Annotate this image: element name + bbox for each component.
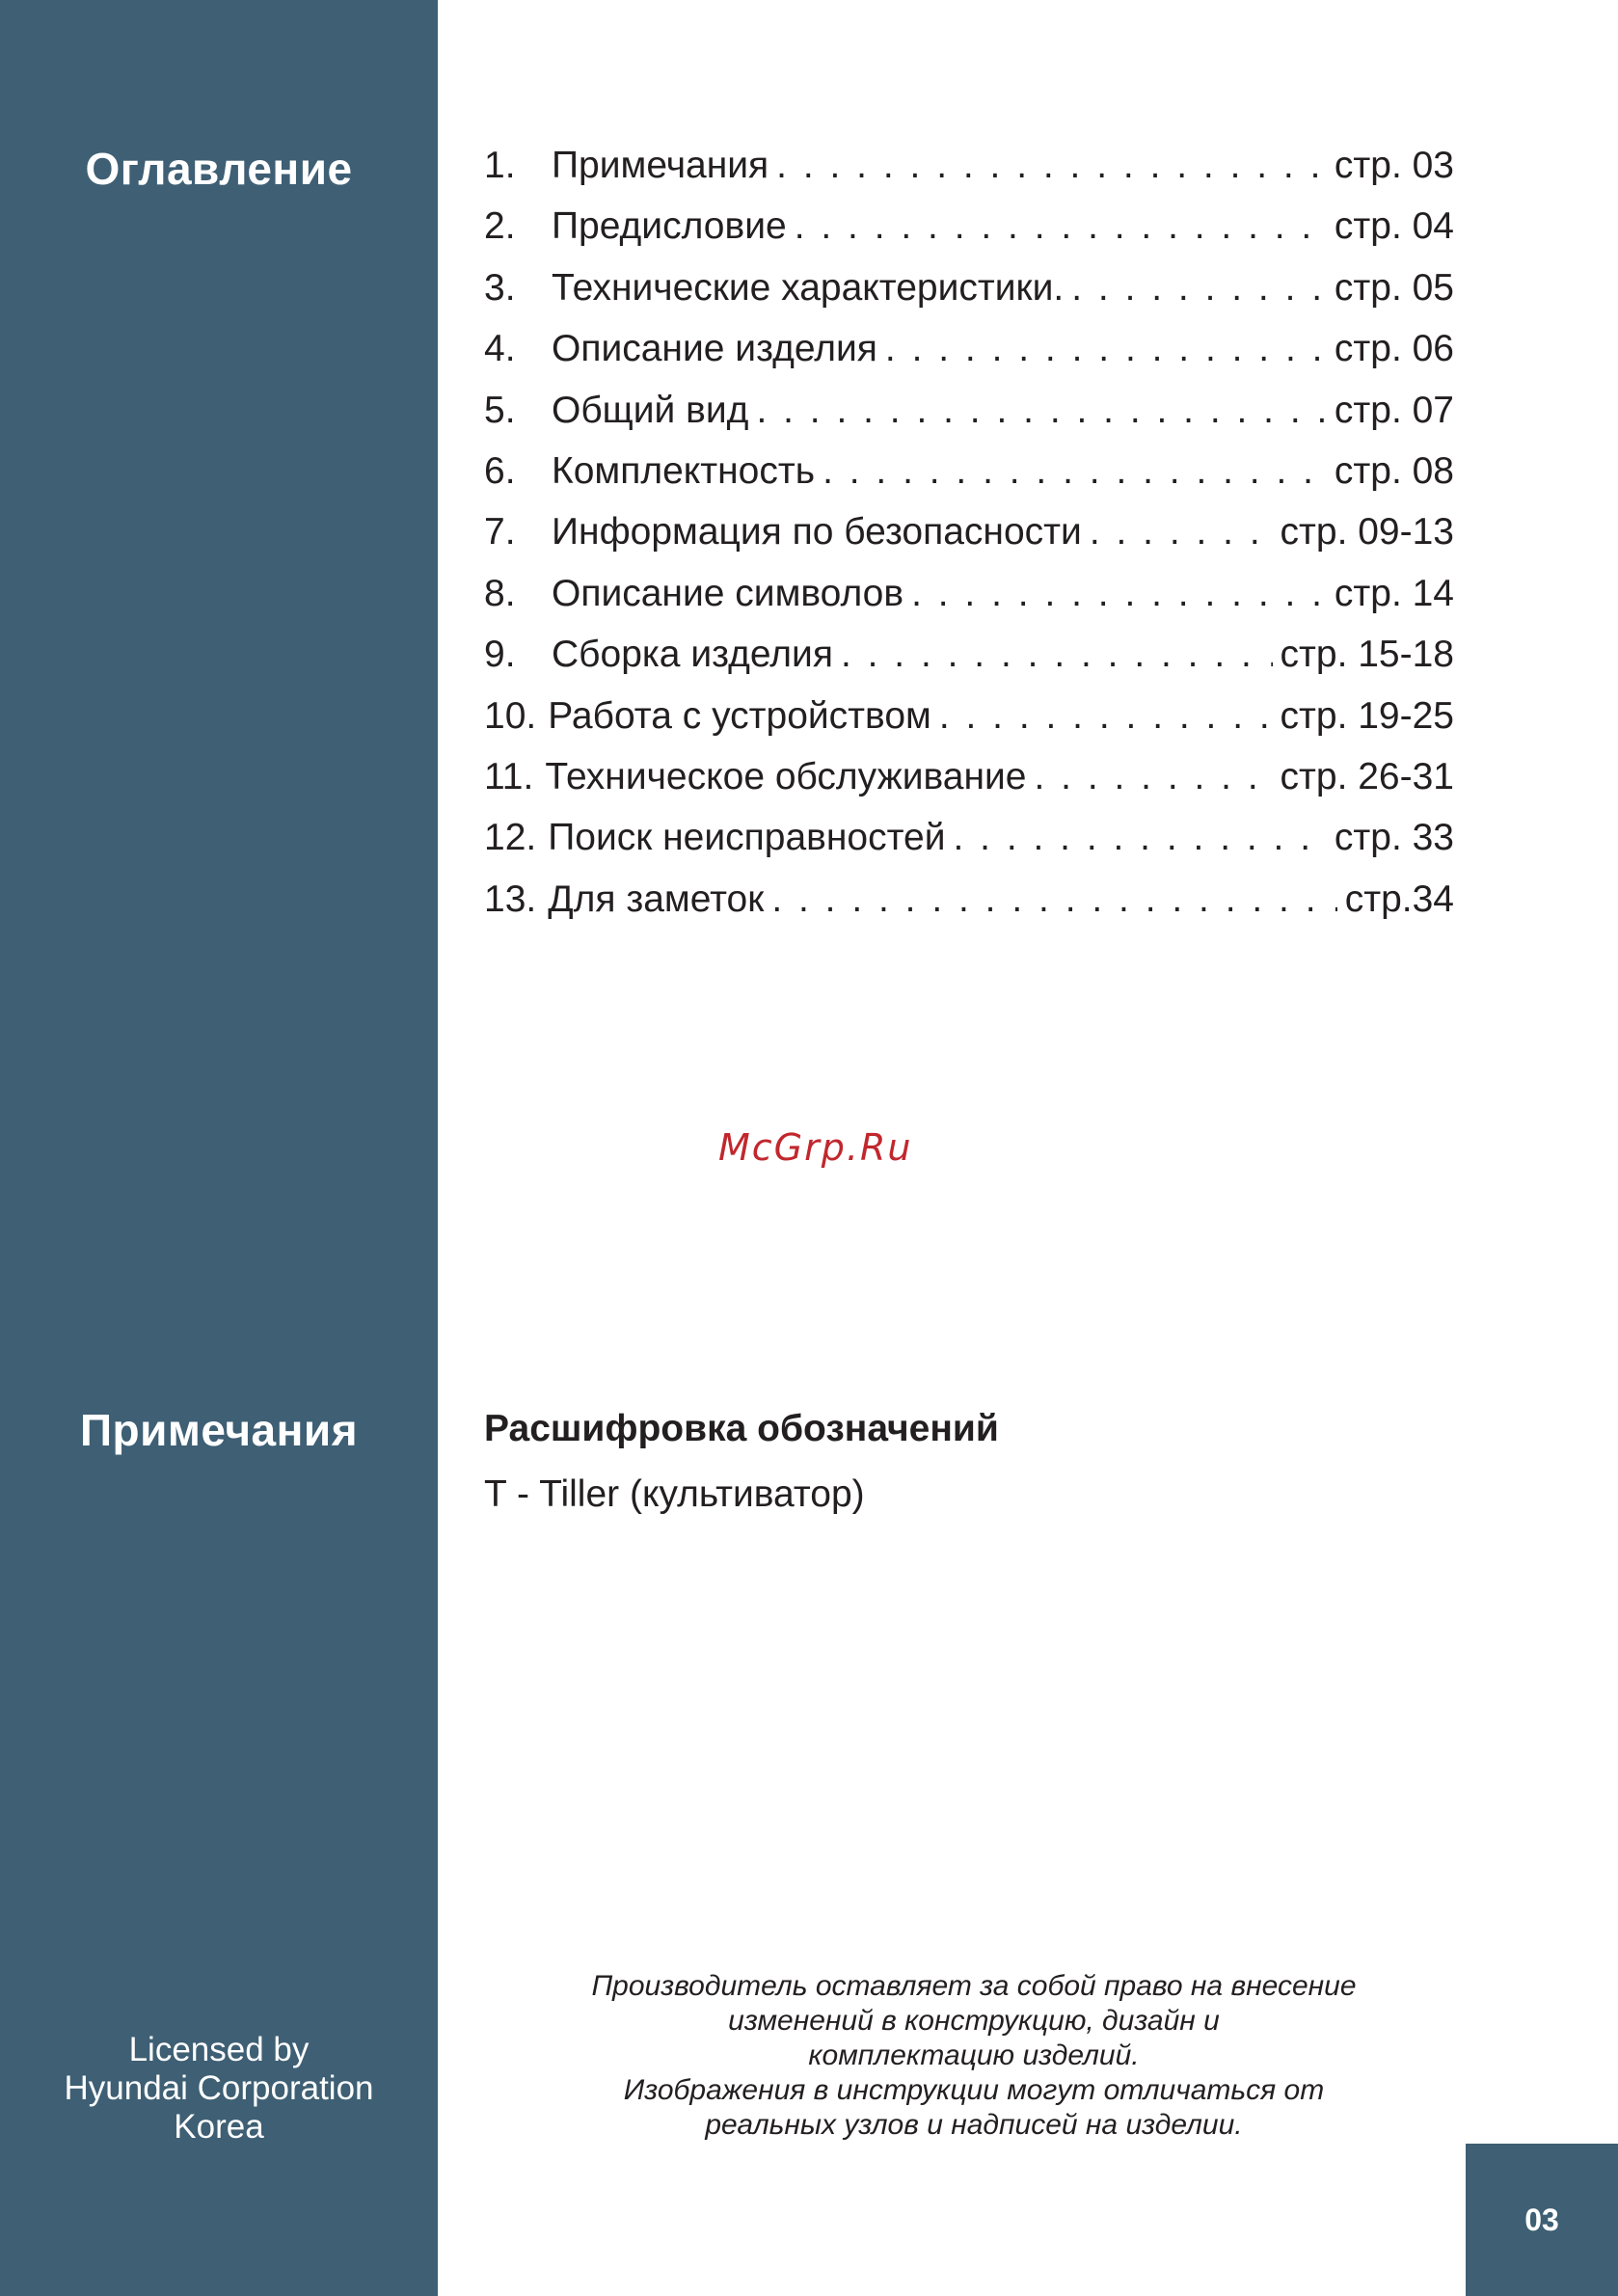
disclaimer-line: изменений в конструкцию, дизайн и — [728, 2005, 1220, 2037]
toc-item-number: 9. — [484, 634, 516, 676]
license-line: Korea — [174, 2108, 264, 2146]
notes-section-title: Расшифровка обозначений — [484, 1408, 999, 1449]
toc-item-number: 5. — [484, 389, 516, 431]
toc-item-title: Комплектность — [552, 449, 816, 492]
toc-item-title: Общий вид — [552, 389, 749, 431]
disclaimer-line: реальных узлов и надписей на изделии. — [705, 2109, 1243, 2141]
page-number-box — [1466, 2144, 1618, 2296]
notes-heading: Примечания — [79, 1405, 359, 1455]
toc-item-number: 12. — [484, 817, 537, 859]
toc-item-number: 1. — [484, 145, 516, 186]
toc-item-number: 7. — [484, 511, 516, 554]
toc-item-title: Поиск неисправностей — [548, 817, 946, 859]
toc-item-title: Техническое обслуживание — [545, 755, 1027, 797]
toc-item-number: 10. — [484, 694, 537, 737]
toc-item — [484, 145, 1454, 205]
page-number: 03 — [1524, 2201, 1559, 2237]
disclaimer-line: комплектацию изделий. — [808, 2039, 1140, 2071]
toc-leader-dots — [1071, 267, 1327, 310]
toc-item-title: Описание символов — [552, 572, 904, 614]
toc-item — [484, 817, 1454, 878]
toc-leader-dots — [756, 390, 1326, 432]
toc-item — [484, 756, 1454, 817]
toc-item-page: стр. 04 — [1334, 205, 1454, 248]
disclaimer — [521, 1969, 1427, 2143]
toc-item-page: стр. 03 — [1334, 145, 1454, 186]
toc-item-page: стр. 15-18 — [1280, 634, 1454, 676]
toc-leader-dots — [953, 817, 1326, 859]
toc-item — [484, 573, 1454, 634]
toc-item-title: Описание изделия — [552, 328, 877, 370]
license-text — [0, 2031, 438, 2147]
license-line: Licensed by — [128, 2031, 310, 2068]
toc-item-page: стр. 07 — [1334, 389, 1454, 431]
toc-leader-dots — [1090, 511, 1273, 554]
toc-item-page: стр. 19-25 — [1280, 694, 1454, 737]
toc-leader-dots — [911, 573, 1327, 615]
toc-item-number: 8. — [484, 572, 516, 614]
toc-item — [484, 267, 1454, 328]
toc-item-page: стр. 09-13 — [1280, 511, 1454, 554]
toc-item-page: стр. 33 — [1334, 817, 1454, 859]
toc-item — [484, 634, 1454, 694]
toc-item-number: 13. — [484, 878, 537, 920]
disclaimer-line: Производитель оставляет за собой право на внесение — [591, 1970, 1357, 2002]
toc-item-title: Предисловие — [552, 205, 787, 248]
toc-item-number: 2. — [484, 205, 516, 248]
toc-item-number: 6. — [484, 449, 516, 492]
toc-item-number: 11. — [484, 755, 534, 797]
toc-leader-dots — [795, 205, 1327, 248]
toc-item — [484, 450, 1454, 511]
disclaimer-line: Изображения в инструкции могут отличаться от — [623, 2074, 1325, 2106]
toc-leader-dots — [1034, 756, 1272, 798]
toc-item-title: Для заметок — [548, 878, 765, 920]
toc-item-page: стр. 06 — [1334, 328, 1454, 370]
toc-item-number: 3. — [484, 266, 516, 309]
toc-item-title: Технические характеристики. — [552, 266, 1065, 309]
toc-leader-dots — [822, 450, 1327, 493]
toc-item-page: стр.34 — [1344, 878, 1454, 920]
toc-item-page: стр. 05 — [1334, 266, 1454, 309]
toc-item-page: стр. 14 — [1334, 572, 1454, 614]
toc-item — [484, 511, 1454, 572]
toc-leader-dots — [776, 145, 1327, 187]
toc-item-page: стр. 08 — [1334, 449, 1454, 492]
toc-item-title: Примечания — [552, 145, 769, 186]
toc-leader-dots — [841, 634, 1273, 676]
toc-item-title: Информация по безопасности — [552, 511, 1082, 554]
toc-item — [484, 328, 1454, 389]
notes-section-text: T - Tiller (культиватор) — [484, 1473, 865, 1515]
toc-leader-dots — [771, 878, 1336, 921]
toc-leader-dots — [939, 695, 1273, 738]
table-of-contents — [484, 145, 1454, 939]
toc-item-number: 4. — [484, 328, 516, 370]
toc-item-page: стр. 26-31 — [1280, 755, 1454, 797]
toc-leader-dots — [885, 328, 1327, 370]
toc-item — [484, 878, 1454, 939]
toc-item — [484, 695, 1454, 756]
sidebar — [0, 0, 438, 2296]
toc-item-title: Работа с устройством — [548, 694, 931, 737]
toc-heading: Оглавление — [85, 144, 353, 194]
toc-item — [484, 205, 1454, 266]
license-line: Hyundai Corporation — [64, 2069, 374, 2107]
toc-item-title: Сборка изделия — [552, 634, 833, 676]
toc-item — [484, 390, 1454, 450]
watermark-text: McGrp.Ru — [718, 1126, 913, 1169]
